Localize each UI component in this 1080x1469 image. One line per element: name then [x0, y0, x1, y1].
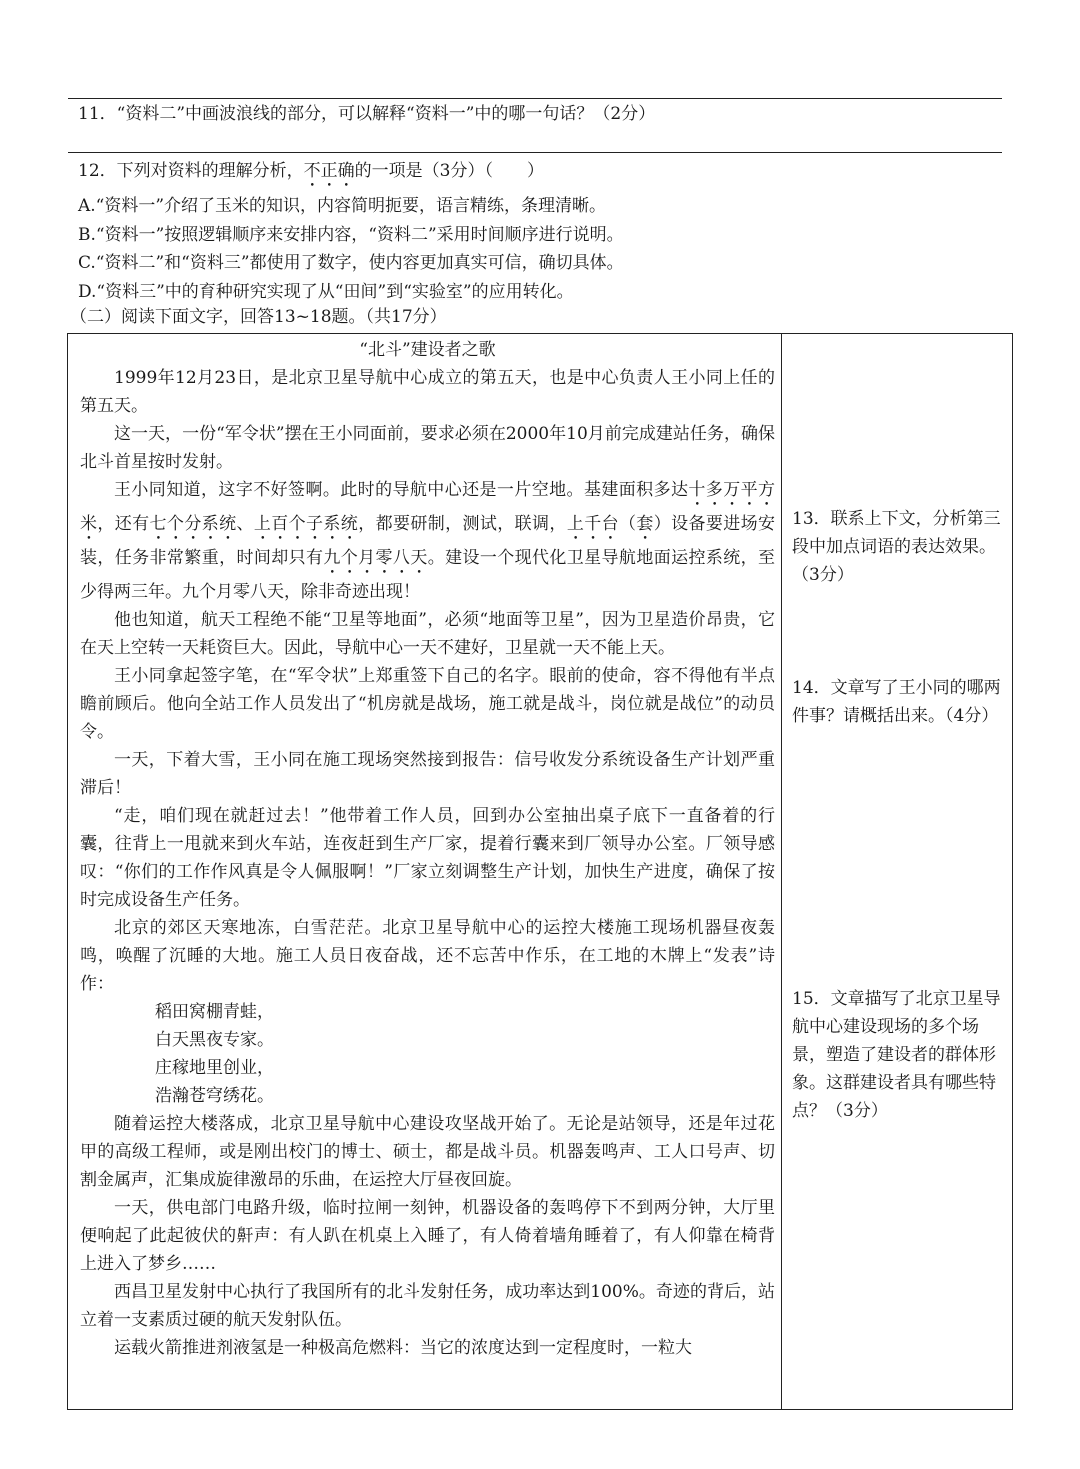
p3-dotted-1: 十多万平方米 [80, 480, 776, 534]
option-d: D.“资料三”中的育种研究实现了从“田间”到“实验室”的应用转化。 [78, 282, 574, 302]
p3-text: 、 [236, 514, 254, 534]
poem-line: 庄稼地里创业， [155, 1058, 274, 1078]
option-c: C.“资料二”和“资料三”都使用了数字，使内容更加真实可信，确切具体。 [78, 253, 624, 273]
article [80, 336, 775, 1362]
paragraph-1: 1999年12月23日，是北京卫星导航中心成立的第五天，也是中心负责人王小同上任的第五天。 [80, 368, 775, 416]
option-b: B.“资料一”按照逻辑顺序来安排内容，“资料二”采用时间顺序进行说明。 [78, 225, 624, 245]
article-title: “北斗”建设者之歌 [359, 340, 496, 360]
top-rule [68, 98, 1002, 99]
poem-line: 白天黑夜专家。 [155, 1030, 274, 1050]
paragraph-9: 随着运控大楼落成，北京卫星导航中心建设攻坚战开始了。无论是站领导，还是年过花甲的高级工程师，或是刚出校门的博士、硕士，都是战斗员。机器轰鸣声、工人口号声、切割金属声，汇集成旋律激昂的乐曲，在运控大厅昼夜回旋。 [80, 1114, 775, 1190]
paragraph-5: 王小同拿起签字笔，在“军令状”上郑重签下自己的名字。眼前的使命，容不得他有半点瞻前顾后。他向全站工作人员发出了“机房就是战场，施工就是战斗，岗位就是战位”的动员令。 [80, 666, 775, 742]
section-2-heading: （二）阅读下面文字，回答13~18题。（共17分） [70, 307, 447, 327]
q12-emphasis: 不正确 [303, 161, 355, 181]
paragraph-10: 一天，供电部门电路升级，临时拉闸一刻钟，机器设备的轰鸣停下不到两分钟，大厅里便响起了此起彼伏的鼾声：有人趴在机桌上入睡了，有人倚着墙角睡着了，有人仰靠在椅背上进入了梦乡…… [80, 1198, 775, 1274]
paragraph-3 [80, 476, 775, 606]
question-15: 15．文章描写了北京卫星导航中心建设现场的多个场景，塑造了建设者的群体形象。这群建设者具有哪些特点？（3分） [792, 989, 1001, 1121]
p3-dotted-2: 七个分系统 [149, 514, 237, 534]
paragraph-4: 他也知道，航天工程绝不能“卫星等地面”，必须“地面等卫星”，因为卫星造价昂贵，它在天上空转一天耗资巨大。因此，导航中心一天不建好，卫星就一天不能上天。 [80, 610, 775, 658]
p3-text: 王小同知道，这字不好签啊。此时的导航中心还是一片空地。基建面积多达 [114, 480, 689, 500]
poem-line: 稻田窝棚青蛙， [155, 1002, 274, 1022]
paragraph-7: “走，咱们现在就赶过去！”他带着工作人员，回到办公室抽出桌子底下一直备着的行囊，往背上一甩就来到火车站，连夜赶到生产厂家，提着行囊来到厂领导办公室。厂领导感叹：“你们的工作作风真是令人佩服啊！”厂家立刻调整生产计划，加快生产进度，确保了按时完成设备生产任务。 [80, 806, 775, 910]
paragraph-2: 这一天，一份“军令状”摆在王小同面前，要求必须在2000年10月前完成建站任务，确保北斗首星按时发射。 [80, 424, 775, 472]
paragraph-11: 西昌卫星发射中心执行了我国所有的北斗发射任务，成功率达到100%。奇迹的背后，站立着一支素质过硬的航天发射队伍。 [80, 1282, 775, 1330]
q12-stem-text: 12．下列对资料的理解分析， [78, 161, 304, 181]
p3-text: ，都要研制，测试，联调， [358, 514, 567, 534]
p3-dotted-5: 九个月零八天 [323, 548, 428, 568]
p3-text: ，还有 [97, 514, 150, 534]
question-11: 11．“资料二”中画波浪线的部分，可以解释“资料一”中的哪一句话？（2分） [78, 104, 656, 124]
paragraph-6: 一天，下着大雪，王小同在施工现场突然接到报告：信号收发分系统设备生产计划严重滞后！ [80, 750, 775, 798]
paragraph-12: 运载火箭推进剂液氢是一种极高危燃料：当它的浓度达到一定程度时，一粒大 [114, 1338, 692, 1358]
p3-text: 设备要进场安装，任务非常繁重，时间却只有 [80, 514, 776, 568]
answer-line [68, 152, 1002, 153]
paragraph-8: 北京的郊区天寒地冻，白雪茫茫。北京卫星导航中心的运控大楼施工现场机器昼夜轰鸣，唤醒了沉睡的大地。施工人员日夜奋战，还不忘苦中作乐，在工地的木牌上“发表”诗作： [80, 918, 775, 994]
question-12-stem [78, 157, 544, 191]
option-a: A.“资料一”介绍了玉米的知识，内容简明扼要，语言精练，条理清晰。 [78, 196, 607, 216]
question-14: 14．文章写了王小同的哪两件事？请概括出来。（4分） [792, 678, 1001, 726]
p3-text: 。建设一个现代化卫星导航地面运控系统，至少得两三年。九个月零八天，除非奇迹出现！ [80, 548, 776, 602]
p3-dotted-4: 上千台（套） [566, 514, 672, 534]
question-13: 13．联系上下文，分析第三段中加点词语的表达效果。（3分） [792, 509, 1001, 585]
column-divider [781, 333, 782, 1410]
poem-line: 浩瀚苍穹绣花。 [155, 1086, 274, 1106]
p3-dotted-3: 上百个子系统 [253, 514, 359, 534]
q12-stem-tail: 的一项是（3分）（ ） [354, 161, 544, 181]
